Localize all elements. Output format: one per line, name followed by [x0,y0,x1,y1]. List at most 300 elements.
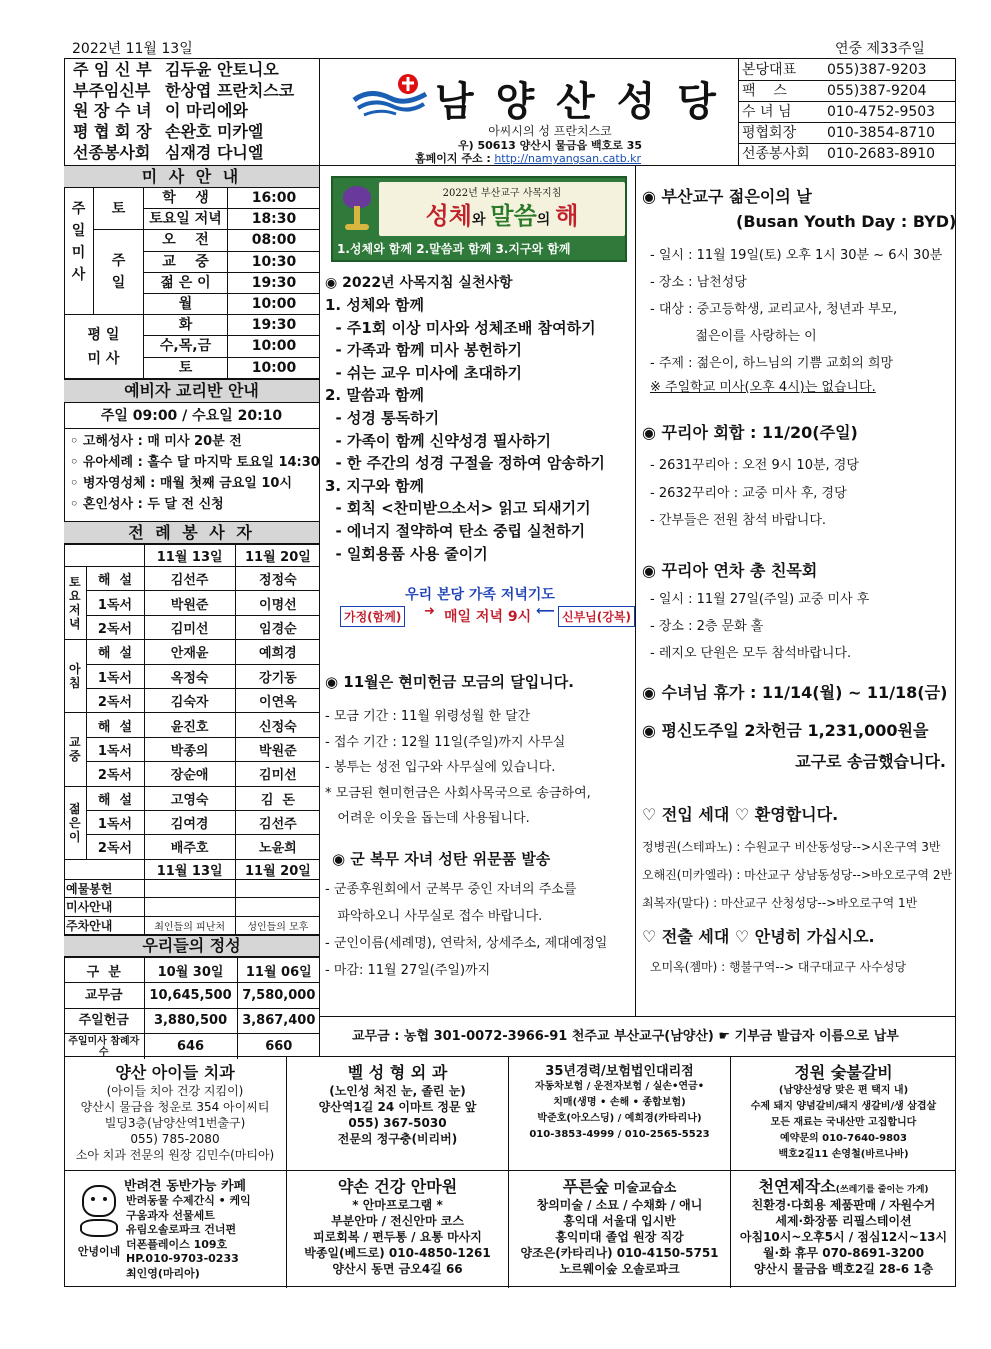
staff-name: 손완호 미카엘 [165,122,264,142]
staff-role: 부주임신부 [73,80,151,100]
server-role: 2독서 [86,835,144,859]
homepage-label: 홈페이지 주소 : [415,152,491,165]
curia-festival-heading: ◉ 꾸리아 연차 총 친목회 [642,561,818,580]
mass-row [144,230,320,251]
staff-name: 이 마리에와 [165,101,248,121]
ad-title: 천연제작소(쓰레기를 줄이는 가게) [758,1177,929,1196]
prayer-left: 가정(함께) [340,606,405,627]
curia-heading: ◉ 꾸리아 회합 : 11/20(주일) [642,423,858,442]
ad-line: 노르웨이숲 오솔로파크 [559,1262,680,1276]
server-name: 이명선 [235,591,320,615]
youth-day-note: ※ 주일학교 미사(오후 4시)는 없습니다. [650,380,876,395]
server-name: 김미선 [235,762,320,786]
ad-lines [731,1083,956,1163]
text-line: - 대상 : 중고등학생, 교리교사, 청년과 부모, [650,302,898,317]
mass-kind: 수,목,금 [144,336,228,356]
sacrament-item: ◦ 혼인성사 : 두 달 전 신청 [70,497,224,512]
text-line: 젊은이를 사랑하는 이 [650,329,817,344]
text-line: - 한 주간의 성경 구절을 정하여 암송하기 [325,454,605,473]
offerings-label: 교무금 [64,983,144,1009]
text-line: 파악하오니 사무실로 접수 바랍니다. [325,909,543,924]
ad-line: 치매(생명 • 손해 • 종합보험) [553,1097,686,1108]
ad-line: 전문의 정구충(비리버) [337,1132,458,1146]
offerings-value: 7,580,000 [237,983,320,1009]
mass-kind: 토요일 저녁 [144,209,228,229]
contact-label: 수 녀 님 [742,104,792,120]
server-name: 박종의 [144,737,235,761]
parish-address: 우) 50613 양산시 물금읍 백호로 35 [457,139,642,152]
staff-name: 한상엽 프란치스코 [165,80,295,100]
mass-row [144,336,320,357]
banner-title: 성체와 말씀의 해 [425,201,579,230]
ad-line: 부분안마 / 전신안마 코스 [331,1214,464,1228]
contacts-box [738,58,956,166]
offerings-header: 10월 30일 [144,958,237,983]
ad-line: 더폰플레이스 109호 [126,1237,228,1251]
server-group-label: 젊은이 [64,786,86,859]
contact-row [739,144,956,165]
staff-role: 선종봉사회 [73,142,151,162]
ad-line: 구움과자 선물세트 [126,1208,215,1222]
server-group-label: 토요저녁 [64,567,86,640]
offerings-value: 3,867,400 [237,1008,320,1034]
offerings-row [64,983,320,1009]
staff-row [73,143,319,164]
server-name: 신정숙 [235,713,320,737]
mass-time: 19:30 [251,274,297,291]
servers-title: 전 례 봉 사 자 [64,521,319,544]
mass-kind: 월 [144,294,228,314]
ad-box [286,1171,508,1288]
ad-box [730,1057,956,1171]
server-role: 2독서 [86,762,144,786]
mass-row [144,294,320,315]
contacts-list [739,58,956,165]
mission-heading: ◉ 11월은 현미헌금 모금의 달입니다. [325,673,574,691]
middle-column [320,166,636,1016]
contact-phone: 010-2683-8910 [827,146,936,162]
server-row [64,688,320,712]
server-role: 2독서 [86,688,144,712]
ad-box [508,1171,730,1288]
ad-lines [287,1083,508,1147]
parish-header [320,58,738,166]
server-name: 김미선 [144,615,235,639]
server-role: 1독서 [86,591,144,615]
liturgical-week: 연중 제33주일 [835,41,925,57]
offerings-grid [64,957,320,1059]
ad-line: 박종일(베드로) 010-4850-1261 [304,1246,491,1260]
duty-value [235,898,320,917]
contact-row [739,60,956,81]
ad-line: 양산시 동면 금오4길 66 [332,1262,463,1276]
server-group-label: 교중 [64,713,86,786]
mass-row [144,358,320,379]
mass-time: 10:00 [251,295,297,312]
ad-lines [731,1197,956,1277]
ad-line: 세제·화장품 리필스테이션 [775,1214,912,1228]
server-row [64,664,320,688]
duty-label: 예물봉헌 [64,879,144,898]
text-line: - 군인이름(세례명), 연락처, 상세주소, 제대예정일 [325,936,608,951]
moveout-heading: ♡ 전출 세대 ♡ 안녕히 가십시오. [642,927,875,946]
ad-line: 최인영(마리아) [126,1266,200,1280]
ad-title: 반려견 동반가능 카페 [124,1179,247,1194]
offerings-header: 11월 06일 [237,958,320,983]
text-line: - 접수 기간 : 12월 11일(주일)까지 사무실 [325,734,566,750]
prayer-time: 매일 저녁 9시 [444,609,532,625]
server-row [64,713,320,737]
ad-line: 피로회복 / 편두통 / 요통 마사지 [313,1230,482,1244]
movein-heading: ♡ 전입 세대 ♡ 환영합니다. [642,805,839,824]
youth-day-heading: ◉ 부산교구 젊은이의 날 [642,187,812,206]
parish-logo-icon [350,70,430,120]
guideline-heading: ◉ 2022년 사목지침 실천사항 [325,275,513,291]
homepage-row [415,150,641,166]
ad-line: (아이들 치아 건강 지킴이) [106,1084,244,1098]
server-name: 장순애 [144,762,235,786]
server-name: 정정숙 [235,567,320,591]
offerings-header: 구 분 [64,958,144,983]
patron-saint: 아씨시의 성 프란치스코 [488,124,612,138]
text-line: - 레지오 단원은 모두 참석바랍니다. [650,646,852,661]
text-line: - 주1회 이상 미사와 성체조배 참여하기 [325,318,596,337]
ad-line: 양산시 물금읍 청운로 354 아이씨티 [80,1100,270,1114]
ad-line: 유림오솔로파크 건너편 [126,1223,237,1236]
ad-box [64,1057,286,1171]
ad-line: HP.010-9703-0233 [126,1252,239,1265]
prayer-title: 우리 본당 가족 저녁기도 [405,587,555,603]
server-row [64,810,320,834]
mass-row [144,252,320,273]
server-name: 박원준 [144,591,235,615]
server-name: 김 돈 [235,786,320,810]
server-name: 옥정숙 [144,664,235,688]
banner-subtitle: 2022년 부산교구 사목지침 [442,188,562,199]
text-line: 1. 성체와 함께 [325,296,425,314]
duty-row [64,898,320,917]
server-row [64,615,320,639]
text-line: - 쉬는 교우 미사에 초대하기 [325,363,522,382]
sacrament-item: ◦ 고해성사 : 매 미사 20분 전 [70,434,242,449]
mass-row [144,188,320,209]
text-line: - 주제 : 젊은이, 하느님의 기쁨 교회의 희망 [650,356,894,371]
ad-line: 반려동물 수제간식 • 케익 [126,1194,251,1207]
mass-row [144,315,320,336]
mass-time: 18:30 [251,211,297,228]
text-line: - 봉투는 성전 입구와 사무실에 있습니다. [325,760,556,775]
server-role: 해 설 [86,567,144,591]
server-row [64,591,320,615]
contact-label: 선종봉사회 [742,146,810,162]
ad-line: 홍익미대 졸업 원장 직강 [555,1230,684,1244]
sacrament-item: ◦ 유아세례 : 홀수 달 마지막 토요일 14:30 [70,455,320,470]
tithe-account: 교무금 : 농협 301-0072-3966-91 천주교 부산교구(남양산) ☛ 기부금 발급자 이름으로 납부 [320,1016,956,1056]
ad-box [286,1057,508,1171]
server-name: 강기동 [235,664,320,688]
sunday-mass-label: 주 일 미 사 [64,188,94,315]
ad-lines [509,1197,730,1277]
ad-line: * 안마프로그램 * [352,1198,443,1212]
mass-kind: 교 중 [144,252,228,272]
extra-col-date1: 11월 13일 [144,859,235,879]
ad-title: 양산 아이들 치과 [115,1063,235,1082]
left-column [64,166,320,1056]
youth-day-list [650,242,942,377]
ad-line: (남양산성당 맞은 편 택지 내) [778,1085,909,1096]
offerings-value: 646 [144,1034,237,1060]
sacrament-item: ◦ 병자영성체 : 매월 첫째 금요일 10시 [70,476,293,491]
banner-title-box [379,182,625,236]
servers-grid [64,544,320,935]
mass-time: 10:30 [251,253,297,270]
ad-line: 010-3853-4999 / 010-2565-5523 [529,1129,710,1140]
duty-row [64,879,320,898]
server-group-label: 아침 [64,640,86,713]
military-list [325,876,607,984]
text-line: * 모금된 현미헌금은 사회사목국으로 송금하여, [325,785,591,801]
text-line: - 장소 : 2층 문화 홀 [650,619,764,634]
issue-date: 2022년 11월 13일 [72,41,193,57]
server-name: 김여경 [144,810,235,834]
arrow-left-icon: ⟵ [536,604,555,619]
contact-label: 본당대표 [742,62,797,78]
mass-time: 10:00 [251,359,297,376]
ad-line: 소아 치과 전문의 원장 김민수(마티아) [75,1148,275,1162]
ad-title: 푸른숲 미술교습소 [562,1177,677,1196]
servers-col-date1: 11월 13일 [144,545,235,567]
offerings-table [64,957,319,1059]
mass-time: 08:00 [251,232,297,249]
mission-list [325,704,591,832]
ad-line: 백호2길11 손영철(바르나바) [778,1149,909,1160]
movein-list [642,833,952,917]
ad-line: 수제 돼지 양념갈비/돼지 생갈비/생 삼겹살 [750,1101,937,1112]
server-role: 해 설 [86,786,144,810]
server-name: 김선주 [235,810,320,834]
offerings-value: 3,880,500 [144,1008,237,1034]
staff-role: 원 장 수 녀 [73,101,152,121]
server-role: 1독서 [86,737,144,761]
mass-kind: 학 생 [144,188,228,208]
server-name: 예희경 [235,640,320,664]
ad-line: 창의미술 / 소묘 / 수채화 / 애니 [536,1198,703,1212]
offerings-row [64,1008,320,1034]
military-heading: ◉ 군 복무 자녀 성탄 위문품 발송 [332,850,551,868]
homepage-link[interactable]: http://namyangsan.catb.kr [494,152,642,165]
text-line: 오미옥(젬마) : 행불구역--> 대구대교구 사수성당 [650,960,907,974]
ad-line: 아침10시~오후5시 / 점심12시~13시 [739,1230,948,1244]
ad-box [64,1171,286,1288]
text-line: - 마감: 11월 27일(주일)까지 [325,963,491,978]
staff-row [73,122,319,143]
duty-label: 주차안내 [64,916,144,935]
second-collection-2: 교구로 송금했습니다. [795,752,946,771]
server-name: 안재윤 [144,640,235,664]
duty-value: 최인들의 피난처 [144,916,235,935]
mass-row [144,273,320,294]
ad-line: 055) 785-2080 [130,1132,220,1146]
staff-row [73,60,319,81]
text-line: - 2632꾸리아 : 교중 미사 후, 경당 [650,485,847,501]
offerings-value: 10,645,500 [144,983,237,1009]
guideline-list [325,294,605,565]
staff-row [73,101,319,122]
server-row [64,737,320,761]
text-line: 2. 말씀과 함께 [325,386,425,405]
server-role: 해 설 [86,640,144,664]
server-name: 배주호 [144,835,235,859]
ad-line: 양조은(카타리나) 010-4150-5751 [520,1246,719,1260]
contact-phone: 010-4752-9503 [827,104,936,120]
ad-line: 빌딩3층(남양산역1번출구) [104,1116,246,1130]
server-name: 박원준 [235,737,320,761]
second-collection: ◉ 평신도주일 2차헌금 1,231,000원을 [642,721,929,740]
server-role: 해 설 [86,713,144,737]
pastoral-banner [331,176,627,262]
text-line: - 군종후원회에서 군복무 중인 자녀의 주소를 [325,882,577,897]
staff-row [73,81,319,102]
server-row [64,762,320,786]
ad-title: 정원 숯불갈비 [794,1063,893,1082]
chalice-icon [337,182,377,238]
server-role: 2독서 [86,615,144,639]
ad-line: (노인성 처진 눈, 졸린 눈) [329,1084,466,1098]
ad-box [730,1171,956,1288]
text-line: - 일시 : 11월 27일(주일) 교중 미사 후 [650,592,870,607]
sacrament-list [64,429,319,521]
ad-lines [64,1083,286,1163]
staff-role: 주 임 신 부 [73,60,152,79]
nun-vacation: ◉ 수녀님 휴가 : 11/14(월) ~ 11/18(금) [642,683,948,702]
contact-row [739,102,956,123]
duty-value [235,879,320,898]
offerings-label: 주일미사 참례자수 [64,1034,144,1060]
text-line: - 일시 : 11월 19일(토) 오후 1시 30분 ~ 6시 30분 [650,248,943,263]
prayer-right: 신부님(강복) [558,606,635,627]
ad-box [508,1057,730,1171]
ad-line: 양산시 물금읍 백호2길 28-6 1층 [753,1262,934,1276]
server-row [64,567,320,591]
saturday-label: 토 [94,188,144,230]
server-role: 1독서 [86,664,144,688]
ad-line: 양산역1길 24 이마트 정문 앞 [318,1100,477,1114]
mass-kind: 화 [144,315,228,335]
parish-name: 남 양 산 성 당 [435,79,720,125]
contact-label: 평협회장 [742,125,797,141]
duty-value [144,879,235,898]
ad-title: 벨 성 형 외 과 [347,1063,448,1082]
text-line: 오해진(미카엘라) : 마산교구 상남동성당-->바오로구역 2반 [642,868,953,882]
ad-line: 월·화 휴무 070-8691-3200 [762,1246,925,1260]
server-name: 윤진호 [144,713,235,737]
mass-time: 10:00 [251,338,297,355]
staff-name: 심재경 다니엘 [165,142,264,162]
text-line: - 장소 : 남천성당 [650,275,747,290]
text-line: - 성경 통독하기 [325,408,440,427]
evening-prayer-box [340,584,631,628]
duty-row [64,916,320,935]
mass-kind: 젊 은 이 [144,273,228,293]
extra-col-date2: 11월 20일 [235,859,320,879]
mass-title: 미 사 안 내 [64,166,319,188]
ads-section [64,1056,956,1287]
servers-table [64,544,319,935]
server-name: 노윤희 [235,835,320,859]
text-line: - 일회용품 사용 줄이기 [325,544,488,563]
contact-phone: 055)387-9204 [827,83,927,99]
servers-col-date2: 11월 20일 [235,545,320,567]
offerings-label: 주일헌금 [64,1008,144,1034]
text-line: - 2631꾸리아 : 오전 9시 10분, 경당 [650,458,859,473]
mass-time: 19:30 [251,317,297,334]
offerings-title: 우리들의 정성 [64,935,319,957]
server-name: 김숙자 [144,688,235,712]
mass-time: 16:00 [251,190,297,206]
mass-row [144,209,320,230]
staff-name: 김두윤 안토니오 [165,60,279,79]
catechumen-title: 예비자 교리반 안내 [64,379,319,403]
ad-line: 친환경·다회용 제품판매 / 자원수거 [751,1198,936,1212]
contact-row [739,123,956,144]
mass-kind: 오 전 [144,230,228,250]
server-row [64,640,320,664]
curia-list [650,452,859,535]
logo-text: 안녕이네 [77,1245,121,1258]
duty-value: 성인들의 모후 [235,916,320,935]
server-name: 김선주 [144,567,235,591]
sunday-label: 주 일 [94,230,144,315]
arrow-right-icon: ➜ [424,604,435,619]
ad-line: 홍익대 서울대 입시반 [563,1214,676,1228]
ad-lines [287,1197,508,1277]
right-column [636,166,956,1016]
text-line: - 가족이 함께 신약성경 필사하기 [325,431,551,450]
text-line: - 회칙 <찬미받으소서> 읽고 되새기기 [325,499,591,518]
staff-box [64,58,320,166]
ad-line: 모든 재료는 국내산만 고집합니다 [770,1117,917,1128]
server-name: 이연옥 [235,688,320,712]
contact-phone: 010-3854-8710 [827,125,936,141]
contact-row [739,81,956,102]
mass-kind: 토 [144,358,228,378]
duty-label: 미사안내 [64,898,144,917]
ad-line: 자동차보험 / 운전자보험 / 실손•연금• [534,1081,705,1092]
text-line: 정병권(스테파노) : 수원교구 비산동성당-->시온구역 3반 [642,840,941,854]
ad-title: 35년경력/보험법인대리점 [545,1064,694,1079]
banner-points: 1.성체와 함께 2.말씀과 함께 3.지구와 함께 [337,242,571,256]
mass-rows [144,188,320,379]
server-name: 임경순 [235,615,320,639]
dog-logo-icon [76,1185,122,1265]
weekday-mass-label: 평 일 미 사 [64,315,144,379]
mass-table [64,188,319,379]
curia-festival-list [650,586,869,667]
moveout-list [650,954,906,980]
duty-value [144,898,235,917]
text-line: - 에너지 절약하여 탄소 중립 실천하기 [325,521,586,540]
offerings-value: 660 [237,1034,320,1060]
staff-list [64,58,319,164]
ad-line: 박준호(아오스딩) / 예희경(카타리나) [537,1113,702,1124]
youth-day-subtitle: (Busan Youth Day : BYD) [736,212,957,231]
catechumen-time: 주일 09:00 / 수요일 20:10 [64,403,319,429]
staff-role: 평 협 회 장 [73,122,152,142]
text-line: 3. 지구와 함께 [325,476,425,495]
text-line: 어려운 이웃을 돕는데 사용됩니다. [325,811,530,826]
text-line: - 모금 기간 : 11월 위령성월 한 달간 [325,709,531,724]
contact-phone: 055)387-9203 [827,62,927,78]
